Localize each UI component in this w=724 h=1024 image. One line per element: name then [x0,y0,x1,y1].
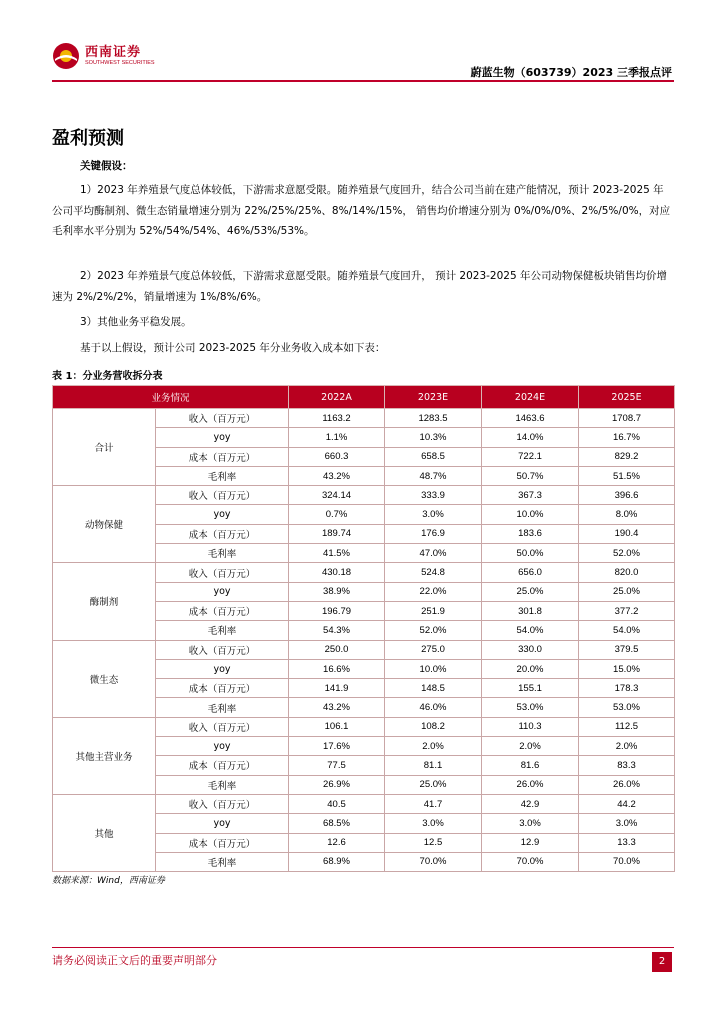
value-cell: 189.74 [289,524,385,543]
value-cell: 110.3 [482,717,579,736]
value-cell: 48.7% [385,466,482,485]
value-cell: 3.0% [385,505,482,524]
metric-label: yoy [156,505,289,524]
value-cell: 83.3 [579,756,675,775]
metric-label: 收入（百万元） [156,640,289,659]
value-cell: 50.7% [482,466,579,485]
value-cell: 42.9 [482,794,579,813]
value-cell: 77.5 [289,756,385,775]
value-cell: 155.1 [482,679,579,698]
metric-label: yoy [156,582,289,601]
value-cell: 3.0% [482,814,579,833]
metric-label: 毛利率 [156,698,289,717]
value-cell: 251.9 [385,601,482,620]
value-cell: 275.0 [385,640,482,659]
value-cell: 26.0% [579,775,675,794]
value-cell: 54.3% [289,621,385,640]
metric-label: 毛利率 [156,775,289,794]
value-cell: 12.9 [482,833,579,852]
value-cell: 52.0% [385,621,482,640]
header-business: 业务情况 [53,386,289,409]
metric-label: 成本（百万元） [156,833,289,852]
value-cell: 1.1% [289,428,385,447]
value-cell: 54.0% [579,621,675,640]
table-caption: 表 1：分业务营收拆分表 [52,371,163,382]
page-header [0,0,724,82]
metric-label: 收入（百万元） [156,409,289,428]
value-cell: 1708.7 [579,409,675,428]
segment-name: 其他主营业务 [53,717,156,794]
value-cell: 70.0% [579,852,675,871]
metric-label: 成本（百万元） [156,524,289,543]
value-cell: 43.2% [289,698,385,717]
value-cell: 183.6 [482,524,579,543]
metric-label: 毛利率 [156,852,289,871]
value-cell: 829.2 [579,447,675,466]
metric-label: yoy [156,814,289,833]
metric-label: 成本（百万元） [156,679,289,698]
logo-emblem-icon [52,42,80,70]
page-number: 2 [652,952,672,972]
value-cell: 660.3 [289,447,385,466]
value-cell: 333.9 [385,486,482,505]
value-cell: 16.6% [289,659,385,678]
value-cell: 41.5% [289,544,385,563]
metric-label: 成本（百万元） [156,756,289,775]
value-cell: 10.0% [482,505,579,524]
value-cell: 51.5% [579,466,675,485]
value-cell: 367.3 [482,486,579,505]
value-cell: 25.0% [385,775,482,794]
value-cell: 330.0 [482,640,579,659]
header-2022a: 2022A [289,386,385,409]
logo-name-en: SOUTHWEST SECURITIES [85,60,155,66]
segment-name: 微生态 [53,640,156,717]
value-cell: 377.2 [579,601,675,620]
metric-label: 收入（百万元） [156,794,289,813]
header-divider [52,80,674,82]
key-assumptions-label: 关键假设： [80,160,133,172]
value-cell: 379.5 [579,640,675,659]
value-cell: 70.0% [482,852,579,871]
value-cell: 12.6 [289,833,385,852]
metric-label: 收入（百万元） [156,717,289,736]
value-cell: 0.7% [289,505,385,524]
section-title: 盈利预测 [52,128,124,149]
value-cell: 820.0 [579,563,675,582]
header-2023e: 2023E [385,386,482,409]
value-cell: 106.1 [289,717,385,736]
value-cell: 3.0% [579,814,675,833]
value-cell: 658.5 [385,447,482,466]
value-cell: 324.14 [289,486,385,505]
value-cell: 112.5 [579,717,675,736]
value-cell: 8.0% [579,505,675,524]
value-cell: 44.2 [579,794,675,813]
value-cell: 524.8 [385,563,482,582]
value-cell: 43.2% [289,466,385,485]
value-cell: 16.7% [579,428,675,447]
value-cell: 1463.6 [482,409,579,428]
segment-name: 其他 [53,794,156,871]
segment-name: 动物保健 [53,486,156,563]
value-cell: 12.5 [385,833,482,852]
value-cell: 15.0% [579,659,675,678]
paragraph-2: 2）2023 年养殖景气度总体较低，下游需求意愿受限。随养殖景气度回升， 预计 2023-2025 年公司动物保健板块销售均价增速为 2%/2%/2%，销量增速为 1%/8%/6%。 [52,270,667,303]
table-row [53,717,675,736]
value-cell: 3.0% [385,814,482,833]
value-cell: 25.0% [579,582,675,601]
value-cell: 301.8 [482,601,579,620]
value-cell: 141.9 [289,679,385,698]
value-cell: 40.5 [289,794,385,813]
value-cell: 26.0% [482,775,579,794]
value-cell: 50.0% [482,544,579,563]
value-cell: 47.0% [385,544,482,563]
value-cell: 81.1 [385,756,482,775]
table-row [53,563,675,582]
metric-label: 成本（百万元） [156,447,289,466]
value-cell: 722.1 [482,447,579,466]
data-source: 数据来源：Wind，西南证券 [52,876,165,886]
revenue-breakdown-table [52,385,675,872]
value-cell: 22.0% [385,582,482,601]
header-2024e: 2024E [482,386,579,409]
metric-label: 收入（百万元） [156,486,289,505]
segment-name: 合计 [53,409,156,486]
value-cell: 2.0% [482,737,579,756]
metric-label: 毛利率 [156,466,289,485]
paragraph-1: 1）2023 年养殖景气度总体较低，下游需求意愿受限。随养殖景气度回升，结合公司当前在建产能情况，预计 2023-2025 年公司平均酶制剂、微生态销量增速分别为 22%/25%/25%、8%/14%/15%， 销售均价增速分别为 0%/0%/0%、2%/5%/0%，对应毛利率水平分别为 52%/54%/54%、46%/53%/53%。 [52,184,671,237]
value-cell: 190.4 [579,524,675,543]
header-2025e: 2025E [579,386,675,409]
value-cell: 25.0% [482,582,579,601]
value-cell: 148.5 [385,679,482,698]
value-cell: 53.0% [482,698,579,717]
value-cell: 52.0% [579,544,675,563]
value-cell: 2.0% [385,737,482,756]
value-cell: 2.0% [579,737,675,756]
company-logo [52,42,155,70]
value-cell: 68.9% [289,852,385,871]
value-cell: 10.0% [385,659,482,678]
logo-name-cn: 西南证券 [85,45,142,60]
value-cell: 13.3 [579,833,675,852]
value-cell: 26.9% [289,775,385,794]
value-cell: 176.9 [385,524,482,543]
value-cell: 430.18 [289,563,385,582]
value-cell: 250.0 [289,640,385,659]
segment-name: 酶制剂 [53,563,156,640]
value-cell: 196.79 [289,601,385,620]
value-cell: 81.6 [482,756,579,775]
table-header-row [53,386,675,409]
value-cell: 656.0 [482,563,579,582]
metric-label: 毛利率 [156,544,289,563]
value-cell: 108.2 [385,717,482,736]
value-cell: 68.5% [289,814,385,833]
table-row [53,409,675,428]
table-row [53,794,675,813]
value-cell: 53.0% [579,698,675,717]
value-cell: 1283.5 [385,409,482,428]
metric-label: 毛利率 [156,621,289,640]
paragraph-3: 3）其他业务平稳发展。 [80,316,192,328]
value-cell: 70.0% [385,852,482,871]
value-cell: 46.0% [385,698,482,717]
value-cell: 38.9% [289,582,385,601]
value-cell: 1163.2 [289,409,385,428]
metric-label: 收入（百万元） [156,563,289,582]
metric-label: yoy [156,737,289,756]
value-cell: 178.3 [579,679,675,698]
metric-label: 成本（百万元） [156,601,289,620]
disclaimer-note: 请务必阅读正文后的重要声明部分 [52,954,217,967]
value-cell: 17.6% [289,737,385,756]
value-cell: 20.0% [482,659,579,678]
footer-divider [52,947,674,948]
paragraph-4: 基于以上假设，预计公司 2023-2025 年分业务收入成本如下表： [80,342,386,354]
value-cell: 54.0% [482,621,579,640]
value-cell: 14.0% [482,428,579,447]
table-row [53,486,675,505]
value-cell: 41.7 [385,794,482,813]
table-row [53,640,675,659]
value-cell: 10.3% [385,428,482,447]
report-title: 蔚蓝生物（603739）2023 三季报点评 [470,66,672,79]
value-cell: 396.6 [579,486,675,505]
metric-label: yoy [156,428,289,447]
metric-label: yoy [156,659,289,678]
